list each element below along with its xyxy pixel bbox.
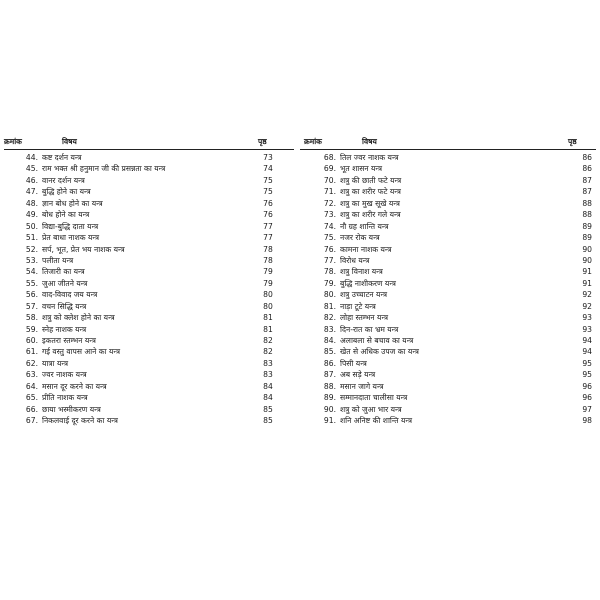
entry-page: 79 <box>263 278 273 288</box>
entry-page: 75 <box>263 175 273 185</box>
entry-page: 79 <box>263 267 273 277</box>
entry-number: 77. <box>323 255 336 265</box>
entry-title: ज्ञान बोध होने का यन्त्र <box>42 198 103 208</box>
index-row <box>4 381 294 392</box>
index-row <box>4 209 294 220</box>
entry-number: 52. <box>25 244 38 254</box>
entry-title: निकलवाई दूर करने का यन्त्र <box>42 416 118 426</box>
entry-number: 90. <box>323 404 336 414</box>
entry-page: 93 <box>582 324 592 334</box>
index-row <box>4 289 294 300</box>
index-row <box>300 163 596 174</box>
entry-number: 83. <box>323 324 336 334</box>
index-row <box>4 232 294 243</box>
entry-title: राम भक्त श्री हनुमान जी की प्रसन्नता का यन्त्र <box>42 164 166 174</box>
entry-number: 78. <box>323 267 336 277</box>
entry-number: 87. <box>323 370 336 380</box>
entry-page: 91 <box>582 267 592 277</box>
entry-title: शत्रु का शरीर फटे यन्त्र <box>340 187 401 197</box>
entry-page: 80 <box>263 290 273 300</box>
index-row <box>300 198 596 209</box>
entry-title: सर्प, भूत, प्रेत भय नाशक यन्त्र <box>42 244 125 254</box>
index-row <box>4 221 294 232</box>
entry-title: स्नेह नाशक यन्त्र <box>42 324 87 334</box>
entry-page: 95 <box>582 370 592 380</box>
entry-number: 91. <box>323 416 336 426</box>
right-header <box>300 135 596 149</box>
index-row <box>300 381 596 392</box>
entry-page: 87 <box>582 187 592 197</box>
entry-number: 86. <box>323 358 336 368</box>
entry-number: 74. <box>323 221 336 231</box>
entry-number: 69. <box>323 164 336 174</box>
entry-title: वानर दर्शन यन्त्र <box>42 175 85 185</box>
entry-page: 86 <box>582 164 592 174</box>
entry-number: 58. <box>25 313 38 323</box>
entry-title: भूत शासन यन्त्र <box>340 164 383 174</box>
entry-page: 96 <box>582 381 592 391</box>
right-index-column <box>300 135 596 427</box>
entry-title: शत्रु का शरीर गले यन्त्र <box>340 210 401 220</box>
entry-number: 45. <box>25 164 38 174</box>
entry-page: 84 <box>263 393 273 403</box>
entry-page: 81 <box>263 324 273 334</box>
entry-title: पलीता यन्त्र <box>42 255 74 265</box>
entry-title: गई वस्तु वापस आने का यन्त्र <box>42 347 121 357</box>
entry-number: 61. <box>25 347 38 357</box>
entry-title: विरोध यन्त्र <box>340 255 370 265</box>
entry-number: 70. <box>323 175 336 185</box>
index-row <box>300 209 596 220</box>
entry-number: 60. <box>25 336 38 345</box>
entry-title: नजर रोक यन्त्र <box>340 233 380 243</box>
entry-title: तिल ज्वर नाशक यन्त्र <box>340 153 399 162</box>
entry-title: जुआ जीतने यन्त्र <box>42 278 88 288</box>
index-row <box>300 221 596 232</box>
entry-title: शत्रु को जुआ भार यन्त्र <box>340 404 402 414</box>
index-row <box>300 266 596 277</box>
entry-page: 93 <box>582 313 592 323</box>
entry-title: शत्रु उच्चाटन यन्त्र <box>340 290 388 300</box>
entry-title: छाया भस्मीकरण यन्त्र <box>42 404 101 414</box>
entry-page: 78 <box>263 244 273 254</box>
index-row <box>4 369 294 380</box>
index-row <box>4 152 294 163</box>
index-row <box>4 415 294 426</box>
entry-number: 56. <box>25 290 38 300</box>
entry-page: 98 <box>582 416 592 426</box>
index-row <box>4 324 294 335</box>
entry-number: 65. <box>25 393 38 403</box>
entry-number: 46. <box>25 175 38 185</box>
entry-number: 84. <box>323 336 336 345</box>
entry-number: 85. <box>323 347 336 357</box>
entry-number: 47. <box>25 187 38 197</box>
index-row <box>300 232 596 243</box>
entry-title: बुद्धि होने का यन्त्र <box>42 187 91 197</box>
entry-page: 90 <box>582 244 592 254</box>
entry-page: 88 <box>582 198 592 208</box>
header-subject: विषय <box>362 137 377 146</box>
index-row <box>4 198 294 209</box>
entry-page: 96 <box>582 393 592 403</box>
entry-number: 59. <box>25 324 38 334</box>
entry-number: 89. <box>323 393 336 403</box>
header-page: पृष्ठ <box>568 137 577 146</box>
entry-number: 50. <box>25 221 38 231</box>
entry-title: शत्रु का मुख सूखे यन्त्र <box>340 198 400 208</box>
entry-page: 92 <box>582 301 592 311</box>
entry-page: 77 <box>263 221 273 231</box>
entry-page: 78 <box>263 255 273 265</box>
index-row <box>4 346 294 357</box>
entry-number: 62. <box>25 358 38 368</box>
index-row <box>4 392 294 403</box>
entry-title: नौ ग्रह शान्ति यन्त्र <box>340 221 389 231</box>
right-rows <box>300 150 596 427</box>
entry-number: 81. <box>323 301 336 311</box>
index-row <box>4 335 294 346</box>
index-row <box>300 392 596 403</box>
index-row <box>300 369 596 380</box>
entry-title: शत्रु विनाश यन्त्र <box>340 267 383 277</box>
index-row <box>300 152 596 163</box>
header-page: पृष्ठ <box>258 137 267 146</box>
entry-number: 64. <box>25 381 38 391</box>
entry-title: दिन-रात का भ्रम यन्त्र <box>340 324 399 334</box>
entry-page: 83 <box>263 358 273 368</box>
entry-page: 82 <box>263 336 273 345</box>
entry-page: 86 <box>582 153 592 162</box>
entry-page: 73 <box>263 153 273 162</box>
entry-number: 51. <box>25 233 38 243</box>
entry-title: खेत से अधिक उपज का यन्त्र <box>340 347 419 357</box>
entry-title: कामना नाशक यन्त्र <box>340 244 392 254</box>
entry-title: विद्या-बुद्धि दाता यन्त्र <box>42 221 99 231</box>
entry-page: 80 <box>263 301 273 311</box>
index-row <box>300 404 596 415</box>
entry-title: बोध होने का यन्त्र <box>42 210 90 220</box>
entry-title: वचन सिद्धि यन्त्र <box>42 301 87 311</box>
entry-title: शनि अनिष्ट की शान्ति यन्त्र <box>340 416 413 426</box>
entry-number: 54. <box>25 267 38 277</box>
index-row <box>300 175 596 186</box>
entry-title: अब सड़े यन्त्र <box>340 370 376 380</box>
header-subject: विषय <box>62 137 77 146</box>
entry-title: प्रीति नाशक यन्त्र <box>42 393 88 403</box>
entry-title: तिजारी का यन्त्र <box>42 267 85 277</box>
entry-number: 66. <box>25 404 38 414</box>
index-row <box>300 335 596 346</box>
entry-page: 94 <box>582 347 592 357</box>
index-row <box>4 358 294 369</box>
left-index-column <box>4 135 294 427</box>
entry-number: 55. <box>25 278 38 288</box>
index-row <box>4 255 294 266</box>
entry-page: 76 <box>263 210 273 220</box>
index-row <box>4 278 294 289</box>
entry-title: शत्रु को क्लेश होने का यन्त्र <box>42 313 115 323</box>
index-row <box>4 312 294 323</box>
index-row <box>300 255 596 266</box>
index-row <box>300 289 596 300</box>
entry-page: 92 <box>582 290 592 300</box>
entry-title: सम्मानदाता चालीसा यन्त्र <box>340 393 408 403</box>
entry-number: 72. <box>323 198 336 208</box>
entry-title: नाड़ा टूटे यन्त्र <box>340 301 376 311</box>
entry-number: 68. <box>323 153 336 162</box>
entry-number: 88. <box>323 381 336 391</box>
index-row <box>4 244 294 255</box>
index-row <box>300 244 596 255</box>
entry-page: 74 <box>263 164 273 174</box>
entry-page: 90 <box>582 255 592 265</box>
entry-page: 75 <box>263 187 273 197</box>
entry-page: 85 <box>263 416 273 426</box>
entry-page: 76 <box>263 198 273 208</box>
entry-title: मसान दूर करने का यन्त्र <box>42 381 107 391</box>
entry-page: 95 <box>582 358 592 368</box>
left-header <box>4 135 294 149</box>
index-row <box>300 312 596 323</box>
entry-number: 71. <box>323 187 336 197</box>
entry-page: 89 <box>582 221 592 231</box>
index-row <box>300 278 596 289</box>
entry-title: इकतरा स्तम्भन यन्त्र <box>42 336 96 345</box>
entry-title: यात्रा यन्त्र <box>42 358 69 368</box>
index-row <box>4 266 294 277</box>
entry-number: 53. <box>25 255 38 265</box>
entry-page: 82 <box>263 347 273 357</box>
entry-title: शत्रु की छाती फटे यन्त्र <box>340 175 402 185</box>
header-number: क्रमांक <box>4 137 22 146</box>
left-rows <box>4 150 294 427</box>
index-row <box>4 186 294 197</box>
entry-number: 67. <box>25 416 38 426</box>
entry-number: 73. <box>323 210 336 220</box>
entry-page: 97 <box>582 404 592 414</box>
entry-number: 79. <box>323 278 336 288</box>
entry-number: 63. <box>25 370 38 380</box>
entry-page: 85 <box>263 404 273 414</box>
entry-page: 84 <box>263 381 273 391</box>
header-number: क्रमांक <box>304 137 322 146</box>
entry-page: 83 <box>263 370 273 380</box>
entry-title: लोहा स्तम्भन यन्त्र <box>340 313 389 323</box>
entry-number: 75. <box>323 233 336 243</box>
index-row <box>300 324 596 335</box>
entry-number: 49. <box>25 210 38 220</box>
entry-number: 44. <box>25 153 38 162</box>
index-row <box>300 346 596 357</box>
index-row <box>300 358 596 369</box>
entry-number: 76. <box>323 244 336 254</box>
entry-title: बुद्धि नाशीकरण यन्त्र <box>340 278 397 288</box>
entry-page: 81 <box>263 313 273 323</box>
entry-page: 89 <box>582 233 592 243</box>
entry-title: कष्ट दर्शन यन्त्र <box>42 153 82 162</box>
entry-title: अलाबला से बचाव का यन्त्र <box>340 336 414 345</box>
index-row <box>4 301 294 312</box>
index-row <box>300 415 596 426</box>
entry-title: ज्वर नाशक यन्त्र <box>42 370 87 380</box>
index-row <box>4 163 294 174</box>
entry-title: पिसी यन्त्र <box>340 358 367 368</box>
entry-page: 94 <box>582 336 592 345</box>
entry-page: 87 <box>582 175 592 185</box>
entry-title: प्रेत बाधा नाशक यन्त्र <box>42 233 100 243</box>
index-row <box>300 301 596 312</box>
entry-title: वाद-विवाद जय यन्त्र <box>42 290 98 300</box>
entry-title: मसान जागे यन्त्र <box>340 381 384 391</box>
entry-number: 48. <box>25 198 38 208</box>
entry-page: 91 <box>582 278 592 288</box>
entry-page: 77 <box>263 233 273 243</box>
entry-page: 88 <box>582 210 592 220</box>
entry-number: 82. <box>323 313 336 323</box>
entry-number: 57. <box>25 301 38 311</box>
index-row <box>4 404 294 415</box>
entry-number: 80. <box>323 290 336 300</box>
index-row <box>4 175 294 186</box>
index-row <box>300 186 596 197</box>
